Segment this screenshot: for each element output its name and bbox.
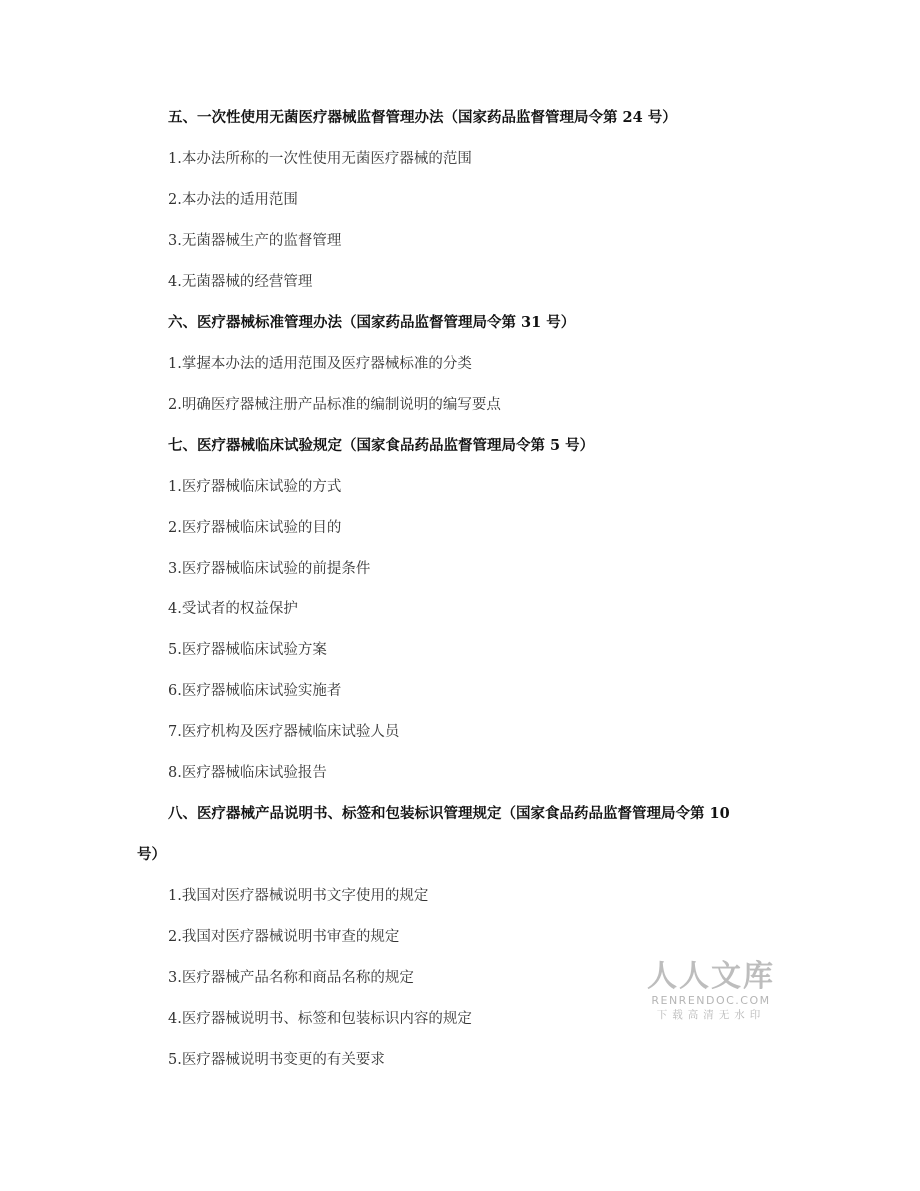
list-item: 2.我国对医疗器械说明书审查的规定 [168,929,400,945]
watermark-slogan: 下载高清无水印 [656,1009,766,1021]
list-item: 2.明确医疗器械注册产品标准的编制说明的编写要点 [168,397,501,413]
list-item: 3.医疗器械临床试验的前提条件 [168,561,371,577]
list-item: 5.医疗器械说明书变更的有关要求 [168,1052,385,1068]
section-heading: 六、医疗器械标准管理办法（国家药品监督管理局令第 31 号） [168,314,576,331]
list-item: 2.本办法的适用范围 [168,192,298,208]
section-heading: 五、一次性使用无菌医疗器械监督管理办法（国家药品监督管理局令第 24 号） [168,109,677,126]
list-item: 4.受试者的权益保护 [168,601,298,617]
list-item: 1.医疗器械临床试验的方式 [168,479,342,495]
list-item: 6.医疗器械临床试验实施者 [168,683,342,699]
list-item: 1.我国对医疗器械说明书文字使用的规定 [168,888,429,904]
section-heading: 七、医疗器械临床试验规定（国家食品药品监督管理局令第 5 号） [168,437,595,454]
list-item: 1.掌握本办法的适用范围及医疗器械标准的分类 [168,356,472,372]
list-item: 3.医疗器械产品名称和商品名称的规定 [168,970,414,986]
list-item: 1.本办法所称的一次性使用无菌医疗器械的范围 [168,151,472,167]
list-item: 5.医疗器械临床试验方案 [168,642,327,658]
section-heading: 八、医疗器械产品说明书、标签和包装标识管理规定（国家食品药品监督管理局令第 10 [168,805,730,822]
watermark-logo [646,960,776,1022]
list-item: 2.医疗器械临床试验的目的 [168,520,342,536]
watermark-title: 人人文库 [647,959,775,994]
watermark-domain: RENRENDOC.COM [651,994,771,1007]
list-item: 3.无菌器械生产的监督管理 [168,233,342,249]
list-item: 8.医疗器械临床试验报告 [168,765,327,781]
section-heading-continuation: 号） [137,846,166,863]
list-item: 4.无菌器械的经营管理 [168,274,313,290]
list-item: 4.医疗器械说明书、标签和包装标识内容的规定 [168,1011,472,1027]
list-item: 7.医疗机构及医疗器械临床试验人员 [168,724,400,740]
